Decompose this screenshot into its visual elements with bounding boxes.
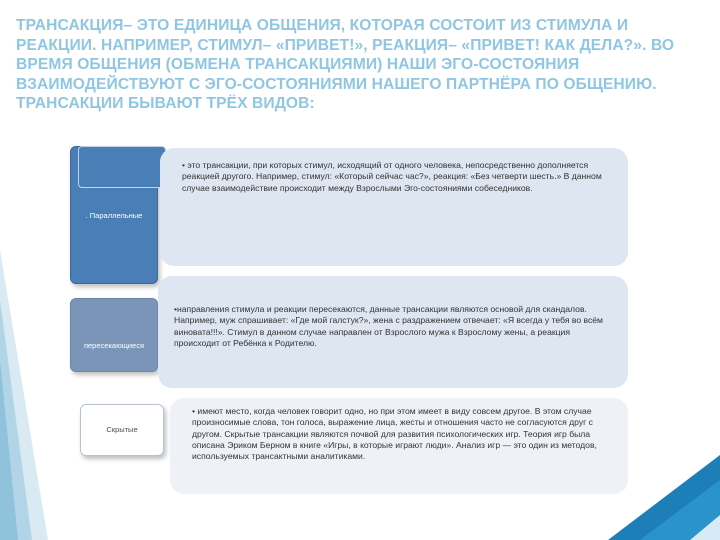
text-box-parallel [160, 148, 628, 266]
text-box-hidden [170, 398, 628, 494]
label-parallel-text: . Параллельные [85, 211, 143, 220]
text-parallel: • это трансакции, при которых стимул, исходящий от одного человека, непосредственно дополняется реакцией другого. Например, стимул: «Который сейчас час?», реакция: «Без четверти шесть.» В данном случае взаимодействие происходит между Взрослыми Эго-состояниями собеседников. [182, 160, 602, 193]
label-crossing-text: пересекающиеся [83, 341, 145, 350]
label-hidden [80, 404, 164, 456]
text-hidden: • имеют место, когда человек говорит одно, но при этом имеет в виду совсем другое. В этом случае произносимые слова, тон голоса, выражение лица, жесты и отношения часто не согласуются друг с другом. Скрытые трансакции являются почвой для развития психологических игр. Теория игр была описана Эриком Берном в книге «Игры, в которые играют люди». Анализ игр — это один из методов, используемых трансактными аналитиками. [192, 406, 597, 462]
page-title: ТРАНСАКЦИЯ– ЭТО ЕДИНИЦА ОБЩЕНИЯ, КОТОРАЯ СОСТОИТ ИЗ СТИМУЛА И РЕАКЦИИ. НАПРИМЕР, СТИМУЛ– «ПРИВЕТ!», РЕАКЦИЯ– «ПРИВЕТ! КАК ДЕЛА?». ВО ВРЕМЯ ОБЩЕНИЯ (ОБМЕНА ТРАНСАКЦИЯМИ) НАШИ ЭГО-СОСТОЯНИЯ ВЗАИМОДЕЙСТВУЮТ С ЭГО-СОСТОЯНИЯМИ НАШЕГО ПАРТНЁРА ПО ОБЩЕНИЮ. ТРАНСАКЦИИ БЫВАЮТ ТРЁХ ВИДОВ: [16, 17, 675, 113]
text-crossing: •направления стимула и реакции пересекаются, данные трансакции являются основой для скандалов. Например, муж спрашивает: «Где мой галстук?», жена с раздражением отвечает: «Я всегда у тебя во всём виновата!!!». Стимул в данном случае направлен от Взрослого мужа к Взрослому жены, а реакция происходит от Ребёнка к Родителю. [174, 304, 603, 348]
text-box-crossing [158, 276, 628, 388]
label-parallel-inner-frame [78, 146, 166, 188]
label-crossing [70, 298, 158, 372]
label-hidden-text: Скрытые [106, 425, 138, 434]
